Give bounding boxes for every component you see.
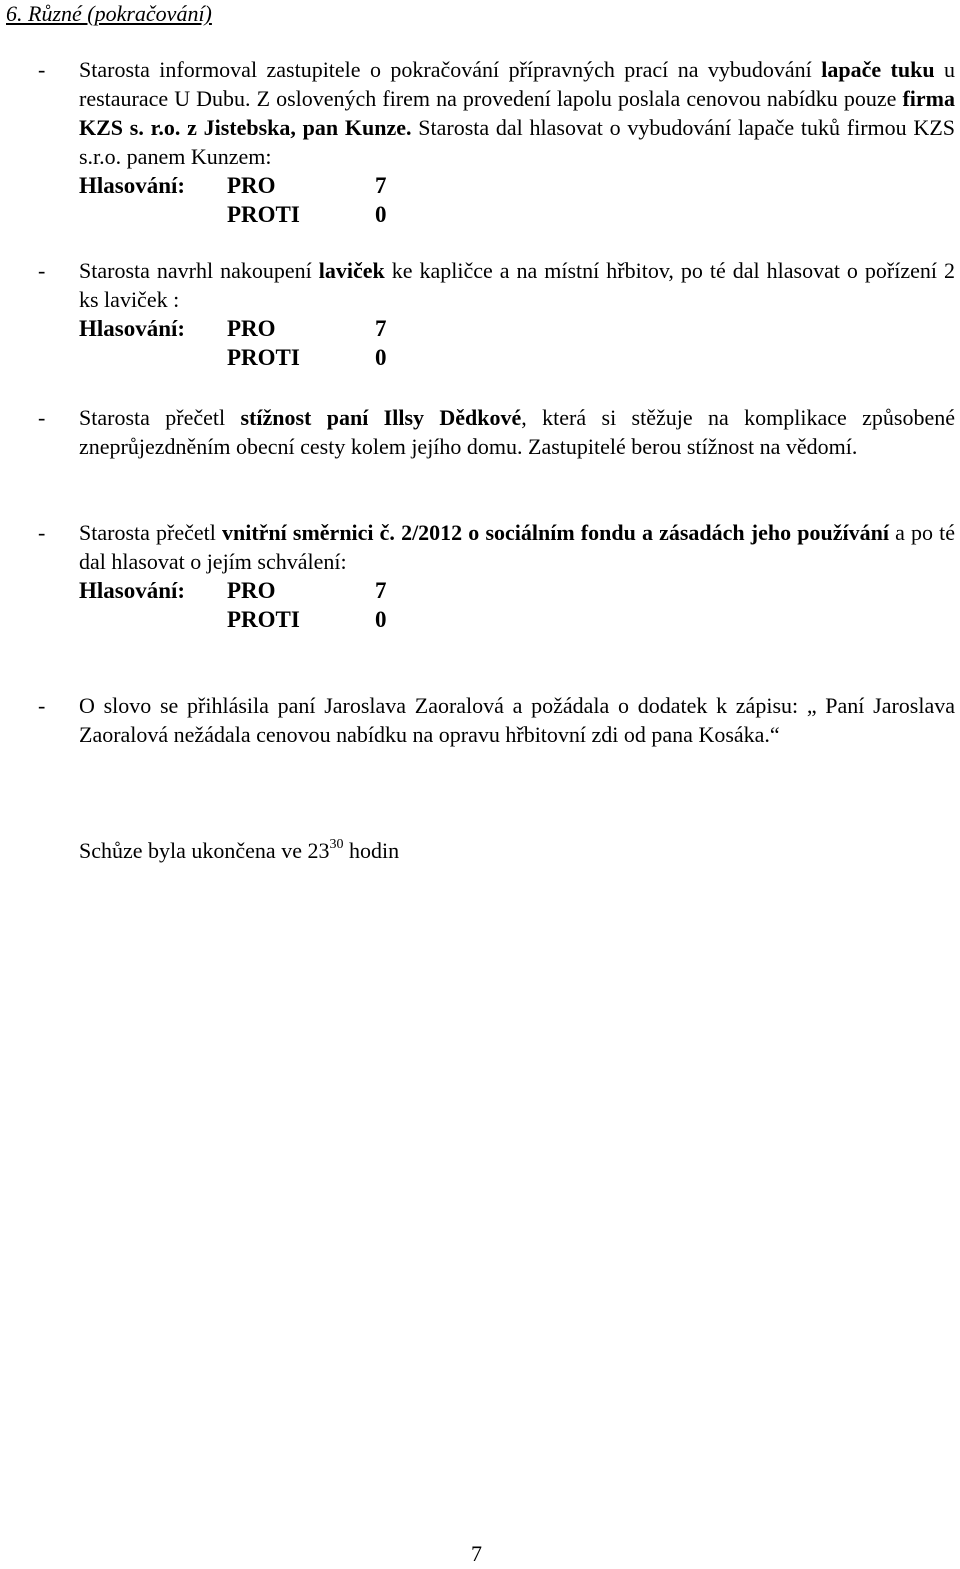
vote-pro-label: PRO xyxy=(227,578,276,603)
vote-pro-row xyxy=(79,171,387,201)
list-dash: - xyxy=(38,520,46,545)
vote-proti-value: 0 xyxy=(375,202,387,227)
paragraph-directive xyxy=(79,518,955,576)
bold-text: lapače tuku xyxy=(821,57,935,82)
list-dash: - xyxy=(38,693,46,718)
text: , která si stěžuje na komplikace způsobené zneprůjezdněním obecní cesty kolem jejího domu. Zastupitelé berou stížnost na vědomí. xyxy=(79,405,955,459)
text: Starosta přečetl xyxy=(79,520,222,545)
vote-pro-row xyxy=(79,314,387,344)
vote-proti-row xyxy=(227,200,387,230)
vote-pro-value: 7 xyxy=(375,316,387,341)
text: u restaurace U Dubu. Z oslovených firem na provedení lapolu poslala cenovou nabídku pouze xyxy=(79,57,955,111)
vote-proti-value: 0 xyxy=(375,607,387,632)
paragraph-amendment xyxy=(79,691,955,749)
paragraph-complaint xyxy=(79,403,955,461)
text: O slovo se přihlásila paní Jaroslava Zaoralová a požádala o dodatek k zápisu: „ Paní Jaroslava Zaoralová nežádala cenovou nabídku na opravu hřbitovní zdi od pana Kosáka.“ xyxy=(79,693,955,747)
vote-label: Hlasování: xyxy=(79,316,186,341)
closing-line xyxy=(79,836,399,866)
bold-text: laviček xyxy=(318,258,385,283)
vote-pro-label: PRO xyxy=(227,173,276,198)
bold-text: stížnost paní Illsy Dědkové xyxy=(240,405,522,430)
paragraph-grease-trap xyxy=(79,55,955,171)
vote-pro-label: PRO xyxy=(227,316,276,341)
vote-pro-row xyxy=(79,576,387,606)
text: ke kapličce a na místní hřbitov, po té dal hlasovat o pořízení 2 ks laviček : xyxy=(79,258,956,312)
vote-label: Hlasování: xyxy=(79,578,186,603)
text: Starosta přečetl xyxy=(79,405,241,430)
vote-proti-row xyxy=(227,605,387,635)
vote-pro-value: 7 xyxy=(375,173,387,198)
closing-prefix: Schůze byla ukončena ve 23 xyxy=(79,838,330,863)
section-heading: 6. Různé (pokračování) xyxy=(6,1,212,26)
list-dash: - xyxy=(38,57,46,82)
text: Starosta informoval zastupitele o pokračování přípravných prací na vybudování xyxy=(79,57,822,82)
vote-proti-label: PROTI xyxy=(227,607,300,632)
vote-pro-value: 7 xyxy=(375,578,387,603)
vote-proti-label: PROTI xyxy=(227,345,300,370)
closing-superscript: 30 xyxy=(329,837,344,852)
vote-proti-label: PROTI xyxy=(227,202,300,227)
text: Starosta navrhl nakoupení xyxy=(79,258,319,283)
vote-proti-value: 0 xyxy=(375,345,387,370)
page-number: 7 xyxy=(471,1541,482,1566)
bold-text: firma KZS s. r.o. z Jistebska, pan Kunze. xyxy=(79,86,955,140)
text: a po té dal hlasovat o jejím schválení: xyxy=(79,520,955,574)
paragraph-benches xyxy=(79,256,955,314)
text: Starosta dal hlasovat o vybudování lapače tuků firmou KZS s.r.o. panem Kunzem: xyxy=(79,115,955,169)
vote-label: Hlasování: xyxy=(79,173,186,198)
vote-proti-row xyxy=(227,343,387,373)
list-dash: - xyxy=(38,405,46,430)
list-dash: - xyxy=(38,258,46,283)
closing-suffix: hodin xyxy=(343,838,400,863)
bold-text: vnitřní směrnici č. 2/2012 o sociálním fondu a zásadách jeho používání xyxy=(221,520,889,545)
